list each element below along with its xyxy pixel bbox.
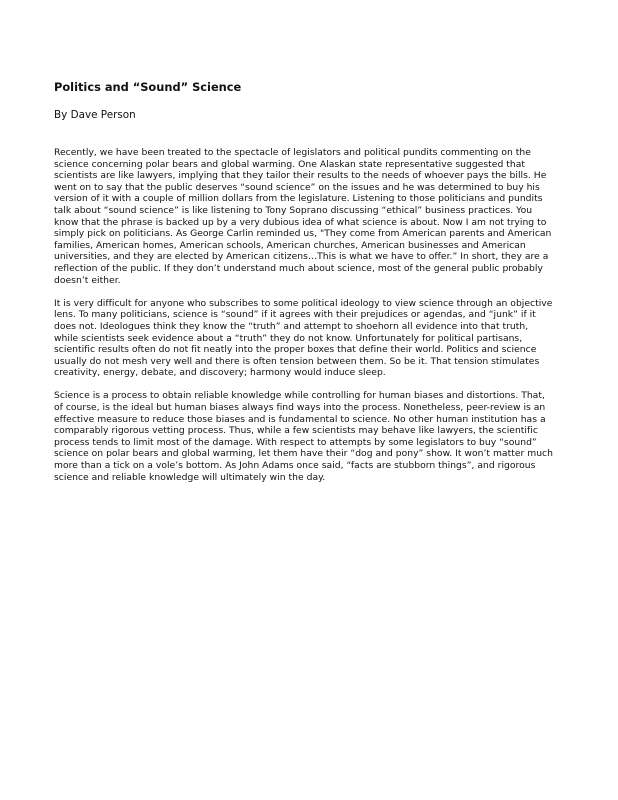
body-paragraph-3: Science is a process to obtain reliable knowledge while controlling for human biases and distortions. That, of course, is the ideal but human biases always find ways into the process. Nonetheless, peer-review is an effective measure to reduce those biases and is fundamental to science. No other human institution has a comparably rigorous vetting process. Thus, while a few scientists may behave like lawyers, the scientific process tends to limit most of the damage. With respect to attempts by some legislators to buy “sound” science on polar bears and global warming, let them have their “dog and pony” show. It won’t matter much more than a tick on a vole’s bottom. As John Adams once said, “facts are stubborn things”, and rigorous science and reliable knowledge will ultimately win the day. [54, 390, 553, 483]
author-byline: By Dave Person [54, 109, 136, 121]
body-paragraph-2: It is very difficult for anyone who subscribes to some political ideology to view science through an objective lens. To many politicians, science is “sound” if it agrees with their prejudices or agendas, and “junk” if it does not. Ideologues think they know the “truth” and attempt to shoehorn all evidence into that truth, while scientists seek evidence about a “truth” they do not know. Unfortunately for political partisans, scientific results often do not fit neatly into the proper boxes that define their world. Politics and science usually do not mesh very well and there is often tension between them. So be it. That tension stimulates creativity, energy, debate, and discovery; harmony would induce sleep. [54, 297, 553, 379]
document-page [54, 79, 554, 495]
document-title: Politics and “Sound” Science [54, 80, 242, 94]
body-paragraph-1: Recently, we have been treated to the spectacle of legislators and political pundits commenting on the science concerning polar bears and global warming. One Alaskan state representative suggested that scientists are like lawyers, implying that they tailor their results to the needs of whoever pays the bills. He went on to say that the public deserves “sound science” on the issues and he was determined to buy his version of it with a couple of million dollars from the legislature. Listening to those politicians and pundits talk about “sound science” is like listening to Tony Soprano discussing “ethical” business practices. You know that the phrase is backed up by a very dubious idea of what science is about. Now I am not trying to simply pick on politicians. As George Carlin reminded us, "They come from American parents and American families, American homes, American schools, American churches, American businesses and American universities, and they are elected by American citizens…This is what we have to offer.” In short, they are a reflection of the public. If they don’t understand much about science, most of the general public probably doesn’t either. [54, 147, 552, 286]
